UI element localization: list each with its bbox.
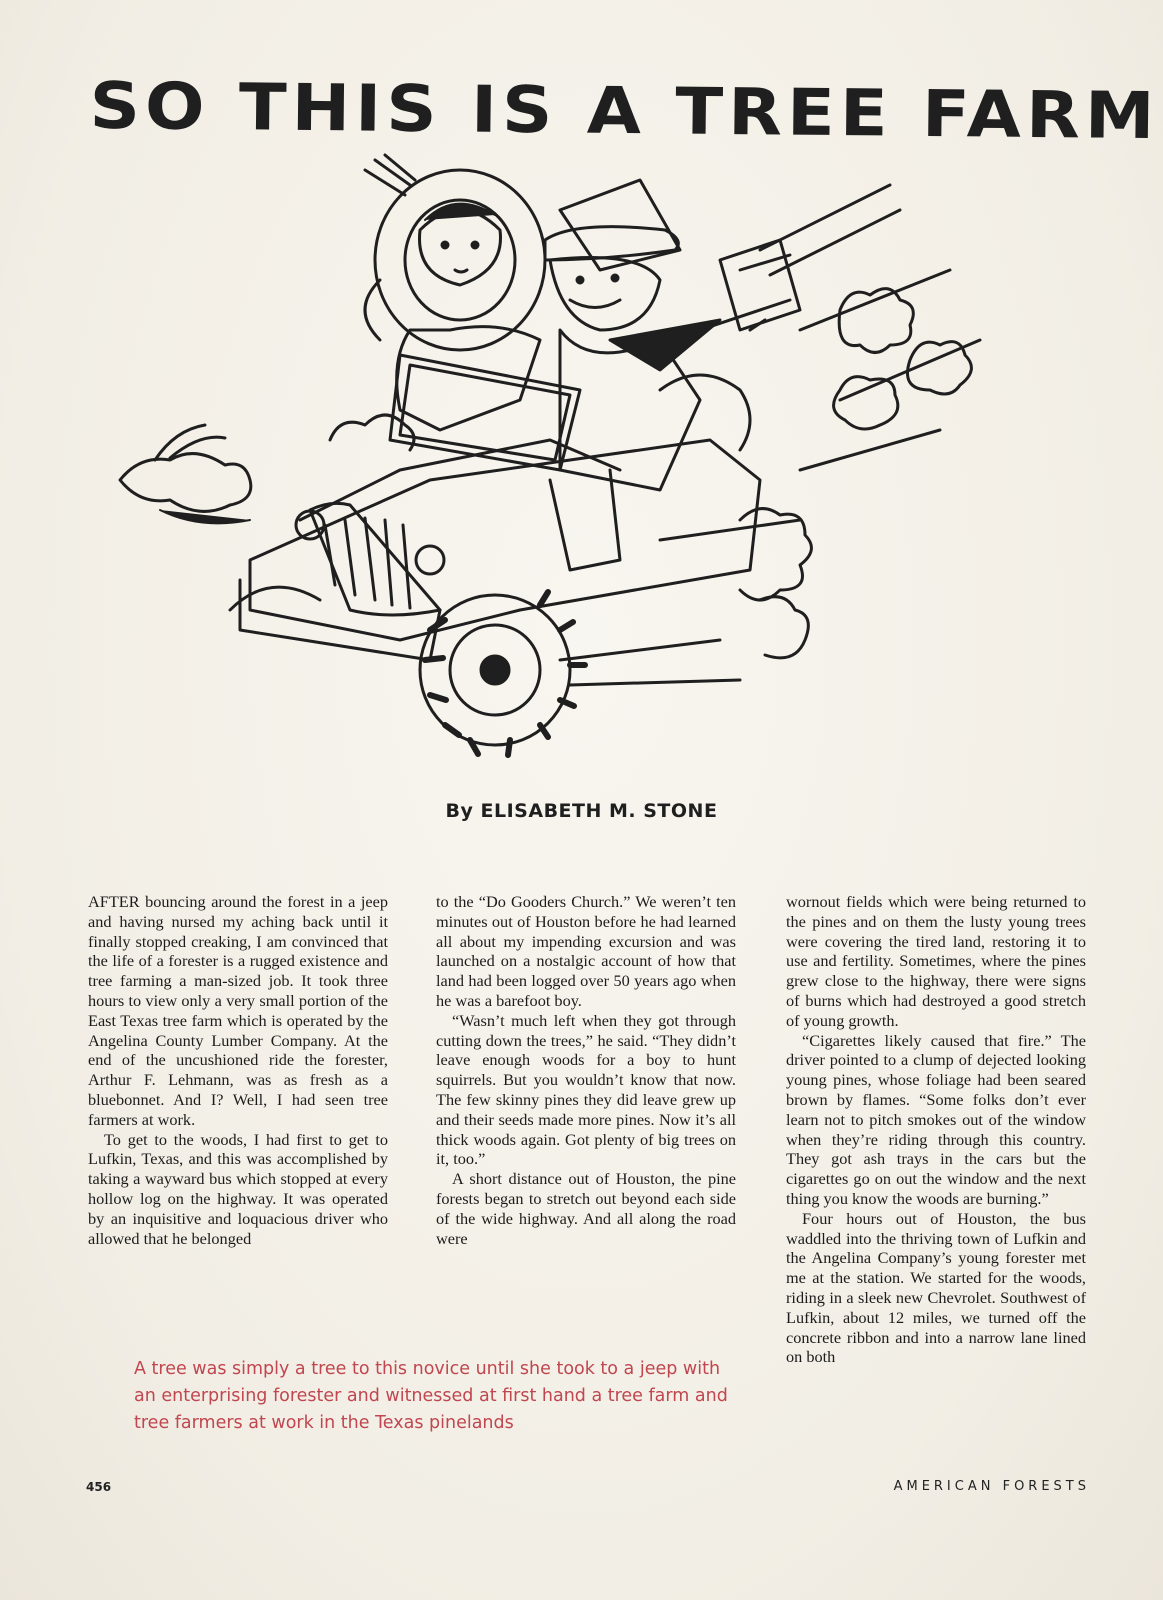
paragraph: “Cigarettes likely caused that fire.” The driver pointed to a clump of dejected looking young pines, whose foliage had been seared brown by flames. “Some folks don’t ever learn not to pitch smokes out of the window when they’re riding through this country. They got ash trays in the cars but the cigarettes go on out the window and the next thing you know the woods are burning.” xyxy=(786,1030,1086,1208)
woman-hat xyxy=(375,170,545,350)
article-title: SO THIS IS A TREE FARM xyxy=(89,68,1160,154)
paragraph: AFTER bouncing around the forest in a jeep and having nursed my aching back until it finally stopped creaking, I am convinced that the life of a forester is a rugged existence and tree farming a man-sized job. It took three hours to view only a very small portion of the East Texas tree farm which is operated by the Angelina County Lumber Company. At the end of the uncushioned ride the forester, Arthur F. Lehmann, was as fresh as a bluebonnet. And I? Well, I had seen tree farmers at work. xyxy=(88,892,388,1129)
rabbit xyxy=(120,454,251,512)
headlight xyxy=(416,546,444,574)
paragraph: to the “Do Gooders Church.” We weren’t ten minutes out of Houston before he had learned all about my impending excursion and was launched on a nostalgic account of how that land had been logged over 50 years ago when he was a barefoot boy. xyxy=(436,892,736,1010)
speed-line xyxy=(800,430,940,470)
speed-line xyxy=(570,680,740,685)
speed-line xyxy=(840,340,980,400)
rear-wheel xyxy=(660,375,750,450)
paragraph: wornout fields which were being returned to the pines and on them the lusty young trees were covering the tired land, restoring it to use and fertility. Sometimes, where the pines grew close to the highway, there were signs of burns which had destroyed a good stretch of young growth. xyxy=(786,892,1086,1030)
text-column-3 xyxy=(786,892,1086,1367)
text-column-2 xyxy=(436,892,736,1248)
pull-quote: A tree was simply a tree to this novice until she took to a jeep with an enterprising forester and witnessed at first hand a tree farm and tree farmers at work in the Texas pinelands xyxy=(134,1359,728,1433)
grille-slots xyxy=(325,518,410,608)
suitcase xyxy=(720,240,800,330)
magazine-name: AMERICAN FORESTS xyxy=(893,1479,1090,1494)
paragraph: A short distance out of Houston, the pine forests began to stretch out beyond each side of the wide highway. And all along the road were xyxy=(436,1169,736,1248)
speed-line xyxy=(800,270,950,330)
woman-arm xyxy=(365,280,380,340)
paragraph: Four hours out of Houston, the bus waddled into the thriving town of Lufkin and the Angelina Company’s young forester met me at the station. We started for the woods, riding in a sleek new Chevrolet. Southwest of Lufkin, about 12 miles, we turned off the concrete ribbon and into a narrow lane lined on both xyxy=(786,1208,1086,1367)
dust-cloud xyxy=(760,597,808,658)
text-column-1 xyxy=(88,892,388,1248)
speed-line xyxy=(770,210,900,275)
paragraph: “Wasn’t much left when they got through cutting down the trees,” he said. “They didn’t leave enough woods for a boy to hunt squirrels. But you wouldn’t know that now. The few skinny pines they did leave grew up and their seeds made more pines. Now it’s all thick woods again. Got plenty of big trees on it, too.” xyxy=(436,1010,736,1169)
byline: By ELISABETH M. STONE xyxy=(445,800,718,822)
paragraph: To get to the woods, I had first to get to Lufkin, Texas, and this was accomplished by taking a wayward bus which stopped at every hollow log on the highway. It was operated by an inquisitive and loquacious driver who allowed that he belonged xyxy=(88,1129,388,1248)
woman-face xyxy=(420,210,501,285)
speed-line xyxy=(660,520,800,540)
man-smile xyxy=(570,300,620,308)
rear-fender xyxy=(230,587,320,610)
page-number: 456 xyxy=(86,1480,112,1494)
dust-cloud xyxy=(834,377,898,429)
jeep-illustration xyxy=(100,140,1000,760)
speed-line xyxy=(560,640,720,660)
man-leg xyxy=(550,470,620,570)
